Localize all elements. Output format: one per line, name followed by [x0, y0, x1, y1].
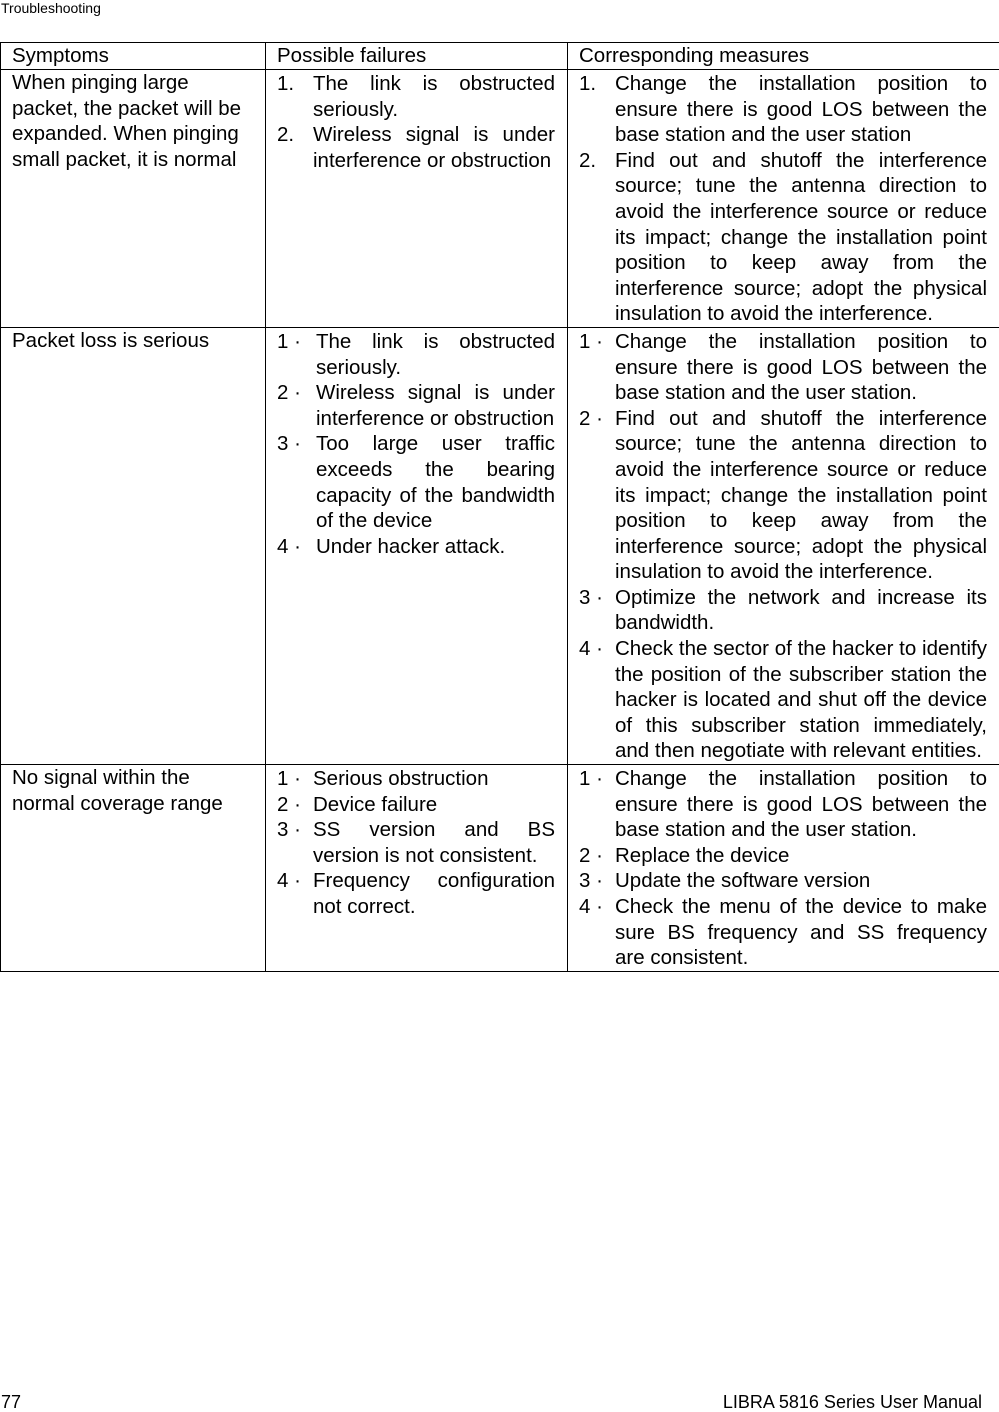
- item-text: Too large user traffic exceeds the bearing capacity of the bandwidth of the device: [316, 431, 555, 533]
- item-text: Change the installation position to ensure there is good LOS between the base station and the user station.: [615, 329, 987, 406]
- column-header-symptoms: Symptoms: [1, 43, 266, 70]
- item-text: Wireless signal is under interference or obstruction: [316, 380, 555, 431]
- column-header-possible-failures: Possible failures: [266, 43, 568, 70]
- item-text: Find out and shutoff the interference source; tune the antenna direction to avoid the interference source or reduce its impact; change the installation point position to keep away from the interference source; adopt the physical insulation to avoid the interference.: [615, 406, 987, 585]
- item-number: 1 ·: [277, 766, 313, 792]
- item-number: 1 ·: [579, 329, 615, 406]
- list-item: [579, 894, 987, 971]
- list-item: [277, 868, 555, 919]
- item-text: Replace the device: [615, 843, 987, 869]
- item-text: Change the installation position to ensure there is good LOS between the base station and the user station.: [615, 766, 987, 843]
- list-item: [579, 636, 987, 764]
- list-item: [579, 71, 987, 148]
- item-text: Find out and shutoff the interference source; tune the antenna direction to avoid the interference source or reduce its impact; change the installation point position to keep away from the interference source; adopt the physical insulation to avoid the interference.: [615, 148, 987, 327]
- list-item: [579, 766, 987, 843]
- list-item: [277, 71, 555, 122]
- item-number: 2.: [579, 148, 615, 327]
- list-item: [277, 380, 555, 431]
- list-item: [277, 431, 555, 533]
- list-item: [579, 868, 987, 894]
- item-text: Frequency configuration not correct.: [313, 868, 555, 919]
- item-number: 2.: [277, 122, 313, 173]
- item-number: 1.: [277, 71, 313, 122]
- measures-list: [579, 766, 987, 971]
- list-item: [277, 792, 555, 818]
- list-item: [579, 585, 987, 636]
- failures-cell: [266, 327, 568, 764]
- item-text: Update the software version: [615, 868, 987, 894]
- item-number: 1 ·: [277, 329, 316, 380]
- running-header: Troubleshooting: [1, 0, 101, 16]
- item-text: Serious obstruction: [313, 766, 555, 792]
- item-number: 1 ·: [579, 766, 615, 843]
- item-number: 4 ·: [277, 534, 316, 560]
- measures-list: [579, 71, 987, 327]
- failures-cell: [266, 765, 568, 972]
- item-number: 2 ·: [579, 843, 615, 869]
- item-number: 3 ·: [277, 431, 316, 533]
- symptom-text: Packet loss is serious: [12, 329, 209, 352]
- list-item: [277, 122, 555, 173]
- symptom-text: When pinging large packet, the packet will be expanded. When pinging small packet, it is normal: [12, 71, 241, 171]
- measures-list: [579, 329, 987, 764]
- table-row: [1, 765, 999, 972]
- item-number: 4 ·: [579, 894, 615, 971]
- table-header-row: [1, 43, 999, 70]
- list-item: [579, 406, 987, 585]
- troubleshooting-table: [0, 42, 999, 972]
- measures-cell: [568, 327, 999, 764]
- item-text: Wireless signal is under interference or obstruction: [313, 122, 555, 173]
- symptom-cell: [1, 765, 266, 972]
- item-text: Optimize the network and increase its bandwidth.: [615, 585, 987, 636]
- list-item: [277, 766, 555, 792]
- table-row: [1, 70, 999, 328]
- measures-cell: [568, 765, 999, 972]
- column-header-corresponding-measures: Corresponding measures: [568, 43, 999, 70]
- item-number: 4 ·: [277, 868, 313, 919]
- item-number: 3 ·: [277, 817, 313, 868]
- page-number: 77: [1, 1392, 21, 1412]
- item-text: Under hacker attack.: [316, 534, 555, 560]
- item-text: Check the sector of the hacker to identify the position of the subscriber station the hacker is located and shut off the device of this subscriber station immediately, and then negotiate with relevant entities.: [615, 636, 987, 764]
- item-number: 1.: [579, 71, 615, 148]
- failures-list: [277, 329, 555, 559]
- item-number: 2 ·: [277, 380, 316, 431]
- symptom-text: No signal within the normal coverage range: [12, 766, 223, 815]
- item-number: 3 ·: [579, 585, 615, 636]
- symptom-cell: [1, 327, 266, 764]
- list-item: [579, 843, 987, 869]
- list-item: [579, 329, 987, 406]
- item-text: The link is obstructed seriously.: [313, 71, 555, 122]
- item-text: Change the installation position to ensure there is good LOS between the base station and the user station: [615, 71, 987, 148]
- list-item: [277, 329, 555, 380]
- item-number: 2 ·: [277, 792, 313, 818]
- failures-cell: [266, 70, 568, 328]
- measures-cell: [568, 70, 999, 328]
- item-text: Check the menu of the device to make sure BS frequency and SS frequency are consistent.: [615, 894, 987, 971]
- item-text: SS version and BS version is not consistent.: [313, 817, 555, 868]
- item-text: The link is obstructed seriously.: [316, 329, 555, 380]
- item-text: Device failure: [313, 792, 555, 818]
- item-number: 3 ·: [579, 868, 615, 894]
- list-item: [277, 534, 555, 560]
- list-item: [277, 817, 555, 868]
- symptom-cell: [1, 70, 266, 328]
- item-number: 2 ·: [579, 406, 615, 585]
- item-number: 4 ·: [579, 636, 615, 764]
- table-row: [1, 327, 999, 764]
- failures-list: [277, 766, 555, 920]
- manual-title: LIBRA 5816 Series User Manual: [723, 1392, 982, 1412]
- list-item: [579, 148, 987, 327]
- failures-list: [277, 71, 555, 173]
